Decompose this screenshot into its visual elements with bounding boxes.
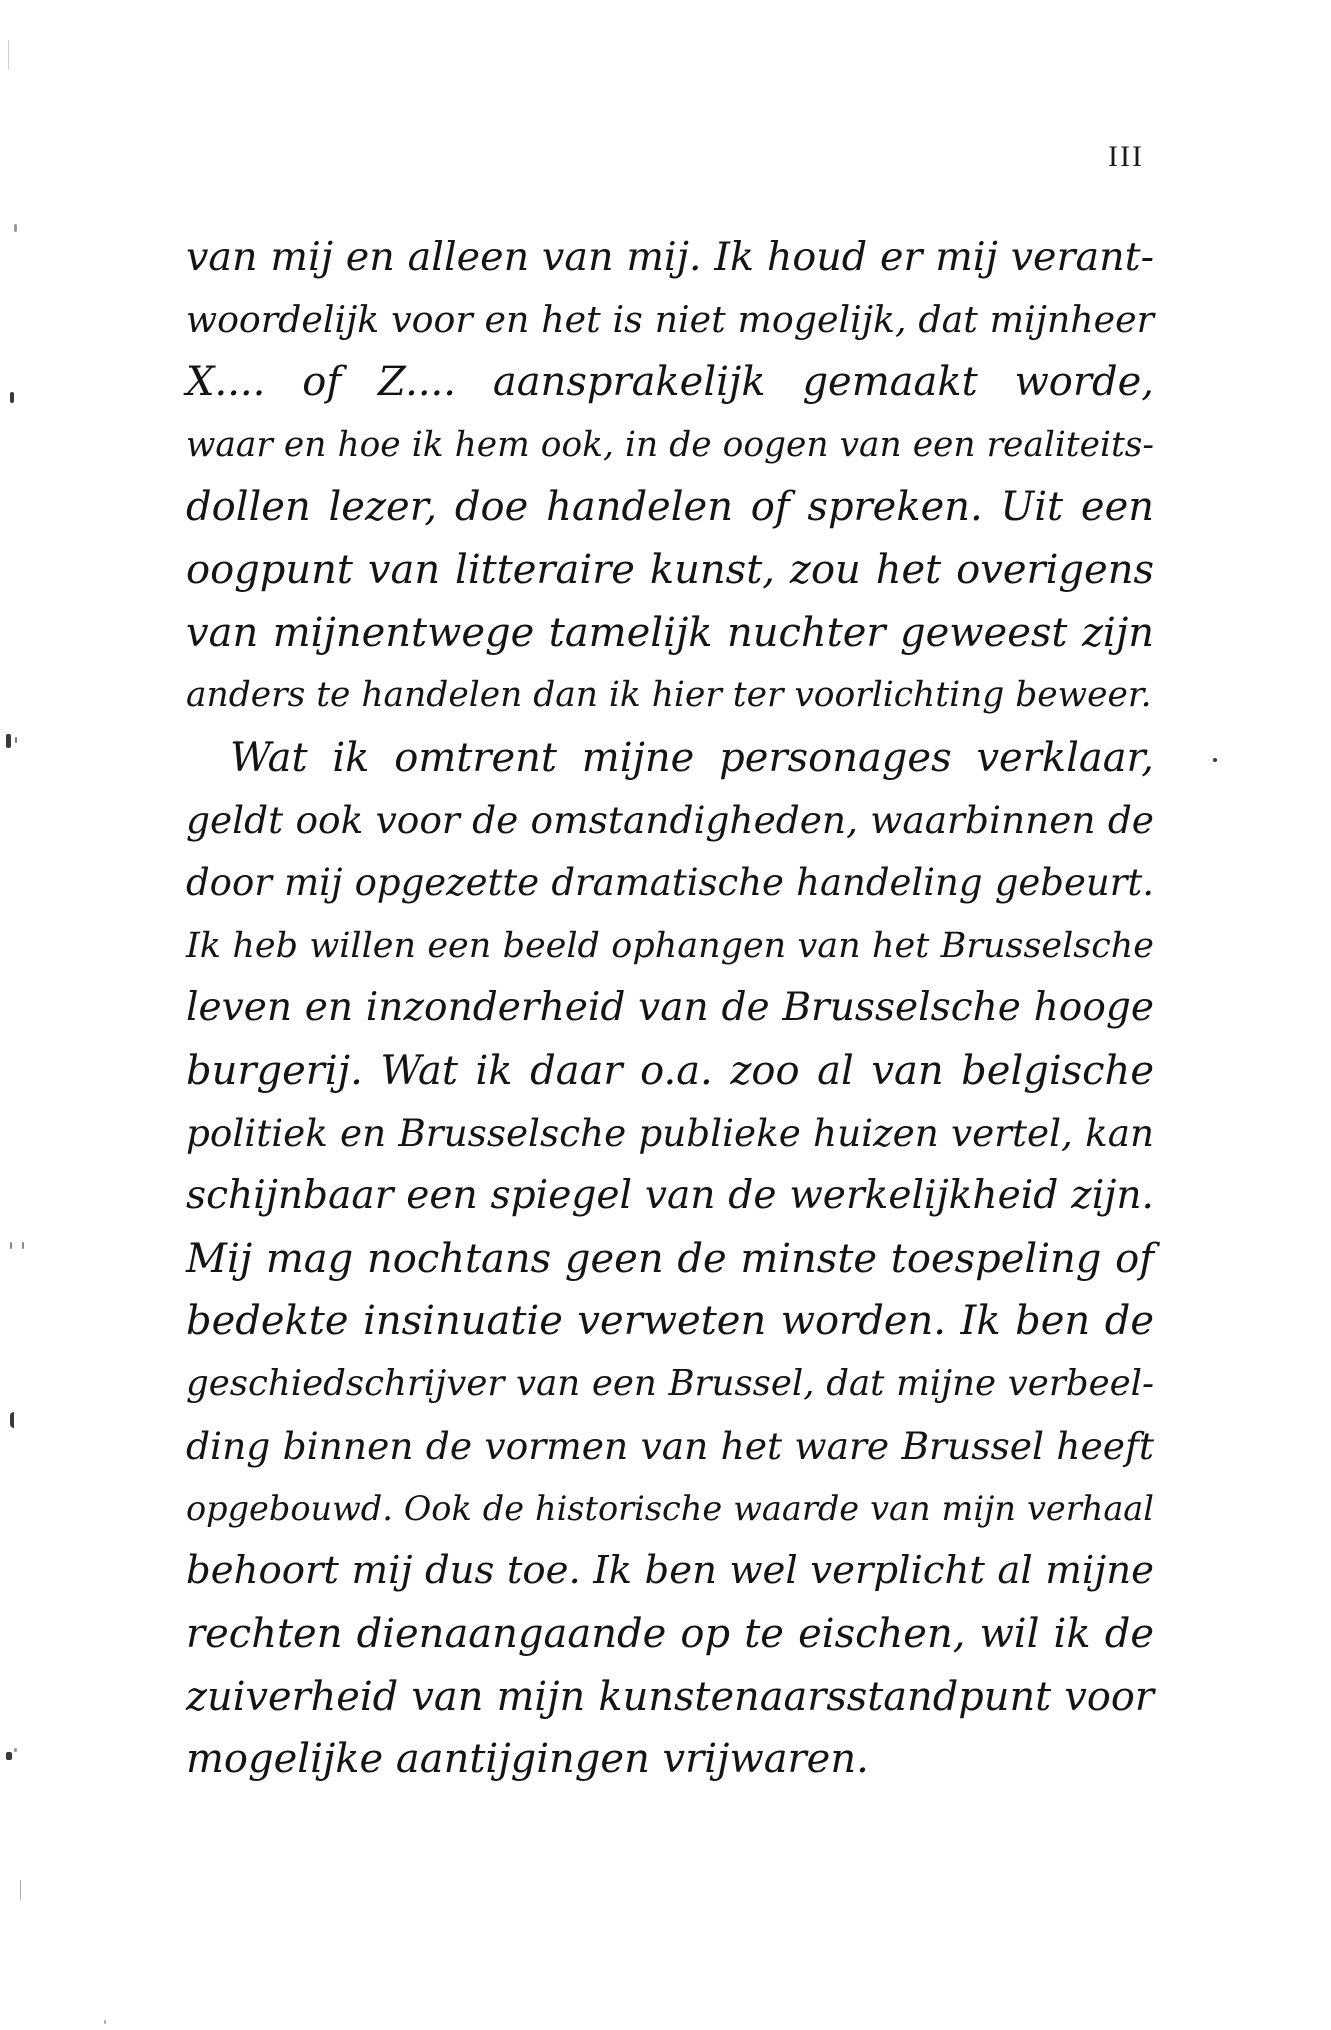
text-line: geschiedschrijver van een Brussel, dat mijne verbeel- <box>186 1362 1154 1404</box>
text-line: waar en hoe ik hem ook, in de oogen van een realiteits- <box>186 424 1154 465</box>
margin-speck <box>6 734 11 748</box>
text-line: X.... of Z.... aansprakelijk gemaakt worde, <box>186 359 1154 406</box>
text-line: rechten dienaangaande op te eischen, wil ik de <box>186 1611 1154 1658</box>
text-line: geldt ook voor de omstandigheden, waarbinnen de <box>186 798 1154 843</box>
text-line: Ik heb willen een beeld ophangen van het Brusselsche <box>186 925 1154 966</box>
paragraph-start-line: Wat ik omtrent mijne personages verklaar, <box>230 734 1154 781</box>
text-line: zuiverheid van mijn kunstenaarsstandpunt voor <box>186 1673 1154 1720</box>
text-line: van mijnentwege tamelijk nuchter geweest zijn <box>186 609 1154 656</box>
text-line: woordelijk voor en het is niet mogelijk, dat mijnheer <box>186 297 1154 341</box>
margin-speck <box>22 1242 24 1249</box>
paragraph-end-line: anders te handelen dan ik hier ter voorlichting beweer. <box>186 675 1152 716</box>
text-line: door mij opgezette dramatische handeling gebeurt. <box>186 860 1154 904</box>
margin-speck <box>1213 758 1217 762</box>
edge-speck <box>8 40 9 70</box>
text-line: behoort mij dus toe. Ik ben wel verplicht al mijne <box>186 1548 1154 1594</box>
text-line: opgebouwd. Ook de historische waarde van mijn verhaal <box>186 1488 1154 1528</box>
text-line: van mij en alleen van mij. Ik houd er mij verant- <box>186 234 1154 280</box>
text-line: leven en inzonderheid van de Brusselsche hooge <box>186 985 1154 1031</box>
text-line: ding binnen de vormen van het ware Brussel heeft <box>186 1424 1154 1469</box>
text-line: schijnbaar een spiegel van de werkelijkheid zijn. <box>186 1172 1154 1218</box>
text-line: burgerij. Wat ik daar o.a. zoo al van belgische <box>186 1047 1154 1094</box>
margin-speck <box>10 1412 14 1428</box>
text-line: dollen lezer, doe handelen of spreken. Uit een <box>186 484 1154 531</box>
margin-speck <box>14 224 17 232</box>
margin-speck <box>6 1752 12 1760</box>
body-text <box>186 226 1154 1791</box>
text-line: bedekte insinuatie verweten worden. Ik ben de <box>186 1298 1154 1345</box>
margin-speck <box>10 392 14 403</box>
text-line: oogpunt van litteraire kunst, zou het overigens <box>186 546 1154 593</box>
margin-speck <box>10 1242 12 1249</box>
text-line: politiek en Brusselsche publieke huizen vertel, kan <box>186 1111 1154 1156</box>
paragraph-end-line: mogelijke aantijgingen vrijwaren. <box>186 1736 869 1783</box>
page-number: III <box>1108 140 1144 173</box>
margin-speck <box>15 737 17 743</box>
text-line: Mij mag nochtans geen de minste toespeling of <box>186 1235 1154 1282</box>
margin-speck <box>14 1748 17 1752</box>
margin-speck <box>104 2020 106 2024</box>
margin-speck <box>20 1880 21 1900</box>
